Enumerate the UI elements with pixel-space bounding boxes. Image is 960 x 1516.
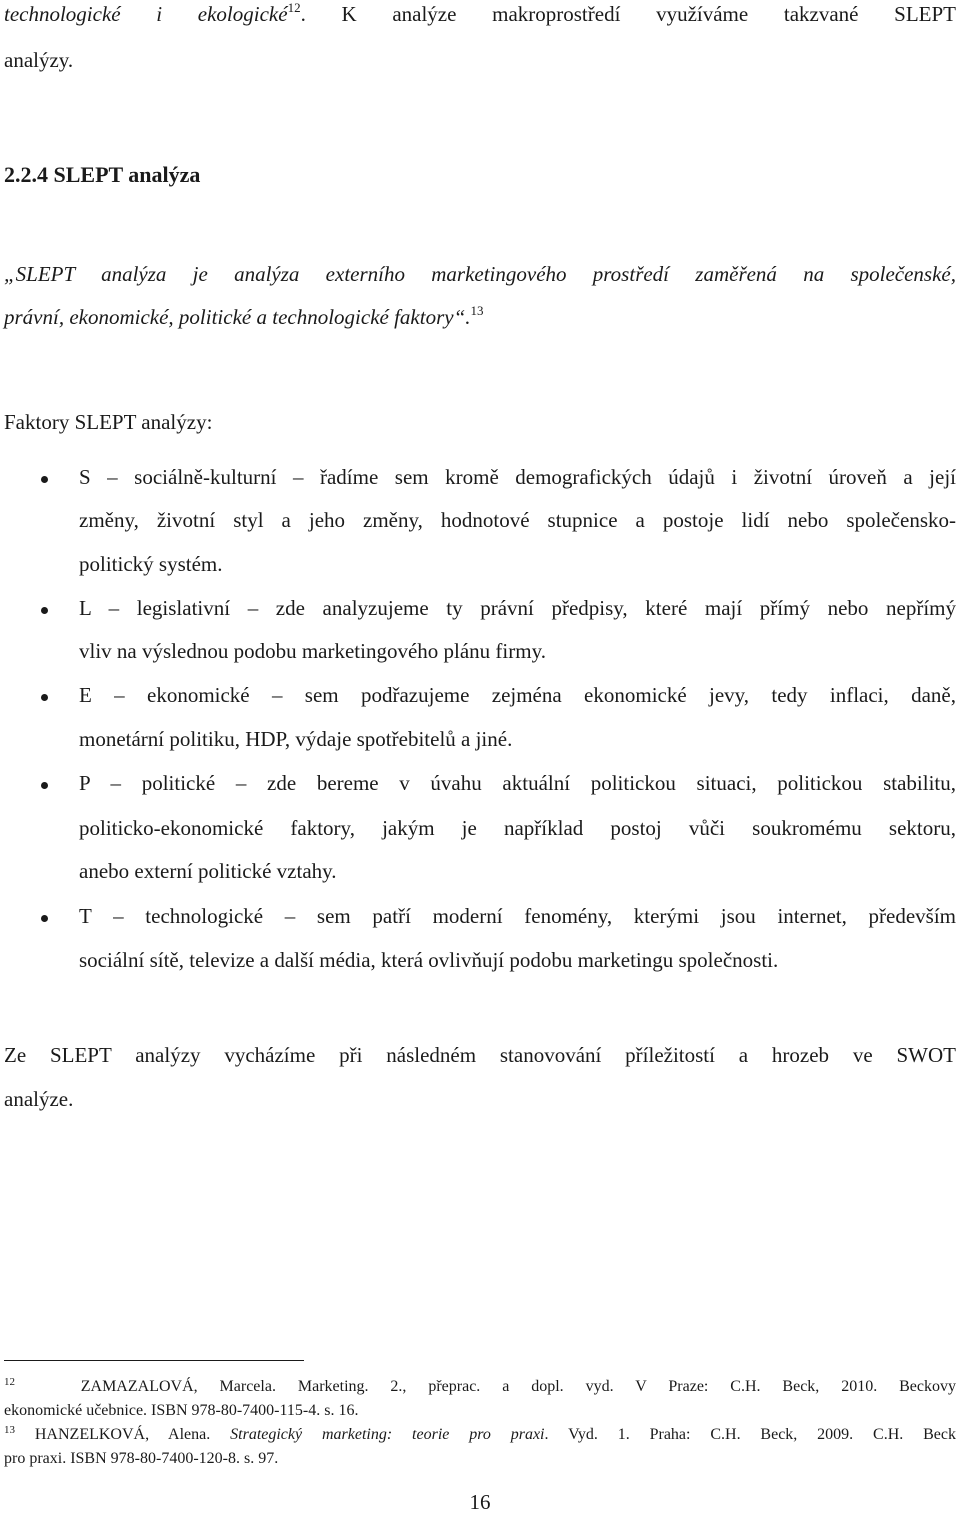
footnote-rest: . Vyd. 1. Praha: C.H. Beck, 2009. C.H. Beck (544, 1426, 957, 1443)
quote-line (4, 303, 956, 331)
bullet-dot-icon (41, 915, 48, 922)
factors-intro: Faktory SLEPT analýzy: (4, 410, 213, 434)
paragraph-line (4, 0, 956, 28)
bullet-line: monetární politiku, HDP, výdaje spotřebitelů a jiné. (79, 727, 513, 751)
footnote-ref-12[interactable]: 12 (287, 0, 301, 15)
footnote-12 (4, 1376, 956, 1398)
paragraph-line: analýzy. (4, 48, 74, 72)
section-heading: 2.2.4 SLEPT analýza (4, 162, 201, 187)
bullet-dot-icon (41, 694, 48, 701)
bullet-line: změny, životní styl a jeho změny, hodnotové stupnice a postoje lidí nebo společensko- (79, 508, 956, 532)
quote-text: právní, ekonomické, politické a technologické faktory“. (4, 305, 471, 329)
footnote-12-line2: ekonomické učebnice. ISBN 978-80-7400-115-4. s. 16. (4, 1402, 359, 1419)
bullet-line: vliv na výslednou podobu marketingového plánu firmy. (79, 639, 546, 663)
italic-text: technologické i ekologické (4, 2, 288, 26)
body-text: . K analýze makroprostředí využíváme takzvané SLEPT (300, 2, 957, 26)
quote-line: „SLEPT analýza je analýza externího marketingového prostředí zaměřená na společenské, (4, 262, 956, 286)
conclusion-line: Ze SLEPT analýzy vycházíme při následném stanovování příležitostí a hrozeb ve SWOT (4, 1043, 956, 1067)
footnote-13 (4, 1424, 956, 1446)
bullet-dot-icon (41, 476, 48, 483)
footnote-number: 13 (4, 1424, 15, 1436)
footnote-text: ZAMAZALOVÁ, Marcela. Marketing. 2., přeprac. a dopl. vyd. V Praze: C.H. Beck, 2010. Beckovy (80, 1378, 956, 1395)
footnote-ref-13[interactable]: 13 (470, 303, 484, 318)
bullet-dot-icon (41, 782, 48, 789)
footnote-title: Strategický marketing: teorie pro praxi (230, 1426, 545, 1443)
footnote-author: HANZELKOVÁ, Alena. (34, 1426, 231, 1443)
bullet-dot-icon (41, 607, 48, 614)
footnote-separator (4, 1360, 304, 1361)
bullet-line: E – ekonomické – sem podřazujeme zejména ekonomické jevy, tedy inflaci, daně, (79, 683, 956, 707)
bullet-line: politický systém. (79, 552, 223, 576)
bullet-line: P – politické – zde bereme v úvahu aktuální politickou situaci, politickou stabilitu, (79, 771, 956, 795)
bullet-line: anebo externí politické vztahy. (79, 859, 337, 883)
bullet-line: sociální sítě, televize a další média, která ovlivňují podobu marketingu společnosti. (79, 948, 779, 972)
bullet-line: S – sociálně-kulturní – řadíme sem kromě demografických údajů i životní úroveň a její (79, 465, 956, 489)
page-number: 16 (469, 1490, 491, 1514)
footnote-number: 12 (4, 1376, 15, 1388)
conclusion-line: analýze. (4, 1087, 74, 1111)
bullet-line: L – legislativní – zde analyzujeme ty právní předpisy, které mají přímý nebo nepřímý (79, 596, 956, 620)
bullet-line: T – technologické – sem patří moderní fenomény, kterými jsou internet, především (79, 904, 956, 928)
bullet-line: politicko-ekonomické faktory, jakým je například postoj vůči soukromému sektoru, (79, 816, 956, 840)
footnote-13-line2: pro praxi. ISBN 978-80-7400-120-8. s. 97. (4, 1450, 279, 1467)
